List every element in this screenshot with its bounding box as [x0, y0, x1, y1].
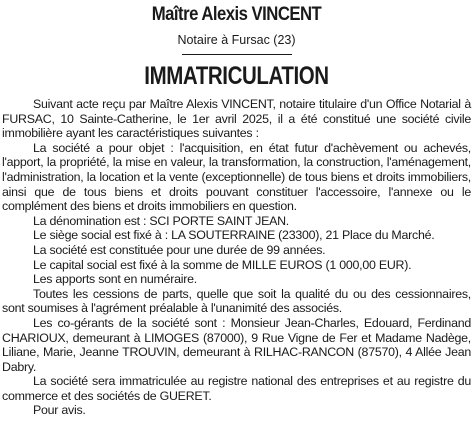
header-divider [182, 54, 292, 55]
paragraph-name: La dénomination est : SCI PORTE SAINT JEAN. [33, 213, 289, 228]
paragraph-duration: La société est constituée pour une durée de 99 années. [33, 242, 326, 257]
paragraph-seat: Le siège social est fixé à : LA SOUTERRAINE (23300), 21 Place du Marché. [33, 228, 435, 243]
paragraph-transfers: Toutes les cessions de parts, quelle que soit la qualité du ou des cessionnaires, sont soumises à l'agrément préalable à l'unanimité des associés. [2, 286, 471, 316]
paragraph-capital: Le capital social est fixé à la somme de MILLE EUROS (1 000,00 EUR). [33, 257, 412, 272]
notary-office: Notaire à Fursac (23) [177, 33, 296, 47]
notice-title: IMMATRICULATION [144, 62, 329, 90]
paragraph-purpose: La société a pour objet : l'acquisition, en état futur d'achèvement ou achevés, l'apport, la propriété, la mise en valeur, la transformation, la construction, l'aménagement, l'administration, la location et la vente (exceptionnelle) de tous biens et droits immobiliers, ainsi que de tous biens et droits pouvant constituer l'accessoire, l'annexe ou le complément des biens et droits immobiliers en question. [2, 140, 471, 214]
paragraph-deed: Suivant acte reçu par Maître Alexis VINCENT, notaire titulaire d'un Office Notarial à FURSAC, 10 Sainte-Catherine, le 1er avril 2025, il a été constitué une société civile immobilière ayant les caractéristiques suivantes : [2, 97, 471, 141]
paragraph-registration: La société sera immatriculée au registre national des entreprises et au registre du commerce et des sociétés de GUERET. [2, 374, 471, 403]
paragraph-contributions: Les apports sont en numéraire. [33, 272, 198, 287]
notary-name: Maître Alexis VINCENT [151, 4, 322, 25]
paragraph-closing: Pour avis. [33, 403, 86, 418]
notice-body [2, 97, 471, 418]
paragraph-managers: Les co-gérants de la société sont : Monsieur Jean-Charles, Edouard, Ferdinand CHARIOUX, demeurant à LIMOGES (87000), 9 Rue Vigne de Fer et Madame Nadège, Liliane, Marie, Jeanne TROUVIN, demeurant à RILHAC-RANCON (87570), 4 Allée Jean Dabry. [2, 315, 471, 374]
